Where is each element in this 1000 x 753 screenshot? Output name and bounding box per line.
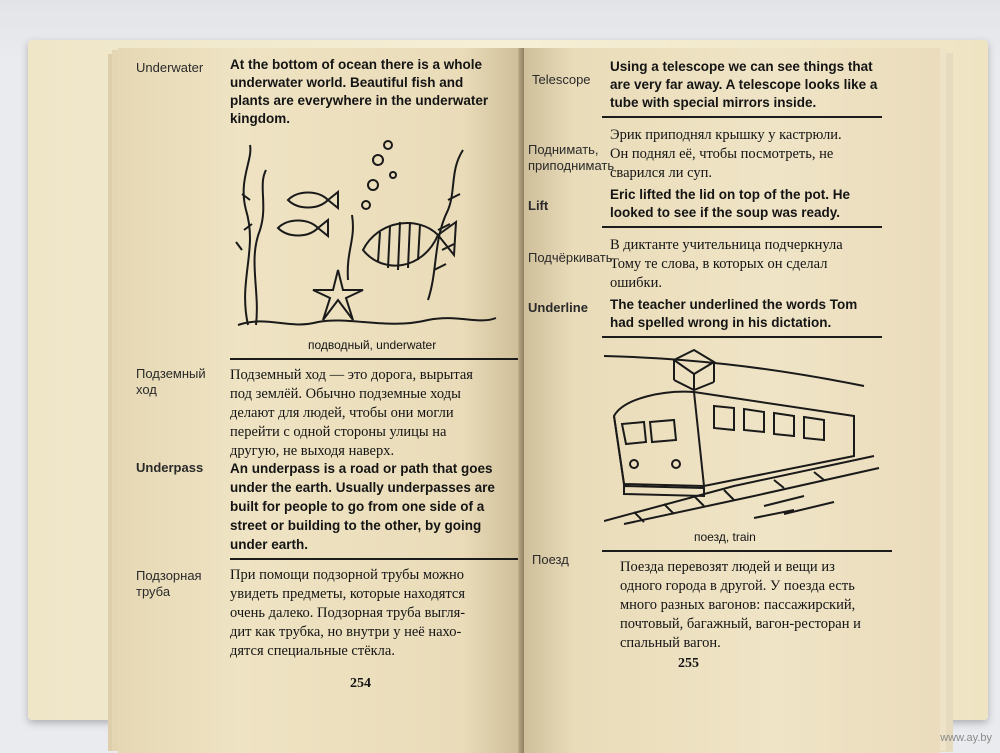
word-telescope-ru-1: Подзорная <box>136 568 202 583</box>
word-telescope-ru-2: труба <box>136 584 171 599</box>
word-underwater: Underwater <box>136 60 204 75</box>
train-ru-line-2: одного города в другой. У поезда есть <box>620 578 855 594</box>
underpass-ru-line-1: Подземный ход — это дорога, вырытая <box>230 367 473 383</box>
underline-en-line-1: The teacher underlined the words Tom <box>610 297 858 312</box>
underpass-en-line-1: An underpass is a road or path that goes <box>230 461 493 476</box>
word-underline-en: Underline <box>528 300 588 315</box>
underwater-en-line-3: plants are everywhere in the underwater <box>230 93 489 108</box>
underpass-ru-line-4: перейти с одной стороны улицы на <box>230 424 447 440</box>
underwater-caption: подводный, underwater <box>308 338 437 352</box>
word-underpass-ru-2: ход <box>136 382 157 397</box>
underline-en-line-2: had spelled wrong in his dictation. <box>610 315 832 330</box>
telescope-ru-line-5: дятся специальные стёкла. <box>230 643 395 659</box>
lift-ru-line-3: сварился ли суп. <box>610 165 713 181</box>
train-illustration <box>604 346 884 526</box>
telescope-ru-line-3: очень далеко. Подзорная труба выгля- <box>230 605 466 621</box>
telescope-en-line-3: tube with special mirrors inside. <box>610 95 817 110</box>
train-ru-line-1: Поезда перевозят людей и вещи из <box>620 559 835 575</box>
divider-1 <box>230 358 518 360</box>
telescope-ru-line-1: При помощи подзорной трубы можно <box>230 567 464 583</box>
lift-ru-line-1: Эрик приподнял крышку у кастрюли. <box>610 127 842 143</box>
word-telescope: Telescope <box>532 72 591 87</box>
underline-ru-line-2: Тому те слова, в которых он сделал <box>610 256 828 272</box>
telescope-en-line-1: Using a telescope we can see things that <box>610 59 873 74</box>
train-caption: поезд, train <box>694 530 756 544</box>
divider-5 <box>602 336 882 338</box>
train-ru-line-5: спальный вагон. <box>620 635 721 651</box>
underpass-en-line-4: street or building to the other, by going <box>230 518 482 533</box>
divider-4 <box>602 226 882 228</box>
underpass-ru-line-5: другую, не выходя наверх. <box>230 443 395 459</box>
divider-3 <box>602 116 882 118</box>
divider-6 <box>602 550 892 552</box>
underwater-en-line-2: underwater world. Beautiful fish and <box>230 75 464 90</box>
word-underpass-en: Underpass <box>136 460 204 475</box>
underpass-ru-line-2: под землёй. Обычно подземные ходы <box>230 386 461 402</box>
train-ru-line-4: почтовый, багажный, вагон-ресторан и <box>620 616 861 632</box>
underpass-en-line-5: under earth. <box>230 537 309 552</box>
page-number-left: 254 <box>350 676 371 691</box>
word-lift-ru-2: приподнимать <box>528 158 615 173</box>
underline-ru-line-1: В диктанте учительница подчеркнула <box>610 237 843 253</box>
right-page <box>524 48 940 753</box>
page-number-right: 255 <box>678 656 699 671</box>
train-ru-line-3: много разных вагонов: пассажирский, <box>620 597 856 613</box>
book-cover <box>28 40 988 720</box>
lift-ru-line-2: Он поднял её, чтобы посмотреть, не <box>610 146 834 162</box>
underline-ru-line-3: ошибки. <box>610 275 662 291</box>
underpass-en-line-3: built for people to go from one side of a <box>230 499 485 514</box>
underpass-en-line-2: under the earth. Usually underpasses are <box>230 480 495 495</box>
divider-2 <box>230 558 518 560</box>
watermark: www.ay.by <box>940 732 992 744</box>
lift-en-line-1: Eric lifted the lid on top of the pot. He <box>610 187 850 202</box>
left-page <box>118 48 522 753</box>
underpass-ru-line-3: делают для людей, чтобы они могли <box>230 405 454 421</box>
telescope-en-line-2: are very far away. A telescope looks like a <box>610 77 878 92</box>
word-lift-en: Lift <box>528 198 549 213</box>
lift-en-line-2: looked to see if the soup was ready. <box>610 205 841 220</box>
underwater-illustration <box>228 130 498 330</box>
telescope-ru-line-2: увидеть предметы, которые находятся <box>230 586 466 602</box>
word-underpass-ru-1: Подземный <box>136 366 206 381</box>
underwater-en-line-4: kingdom. <box>230 111 290 126</box>
word-train-ru: Поезд <box>532 552 569 567</box>
underwater-en-line-1: At the bottom of ocean there is a whole <box>230 57 483 72</box>
telescope-ru-line-4: дит как трубка, но внутри у неё нахо- <box>230 624 462 640</box>
word-underline-ru: Подчёркивать <box>528 250 613 265</box>
word-lift-ru-1: Поднимать, <box>528 142 599 157</box>
